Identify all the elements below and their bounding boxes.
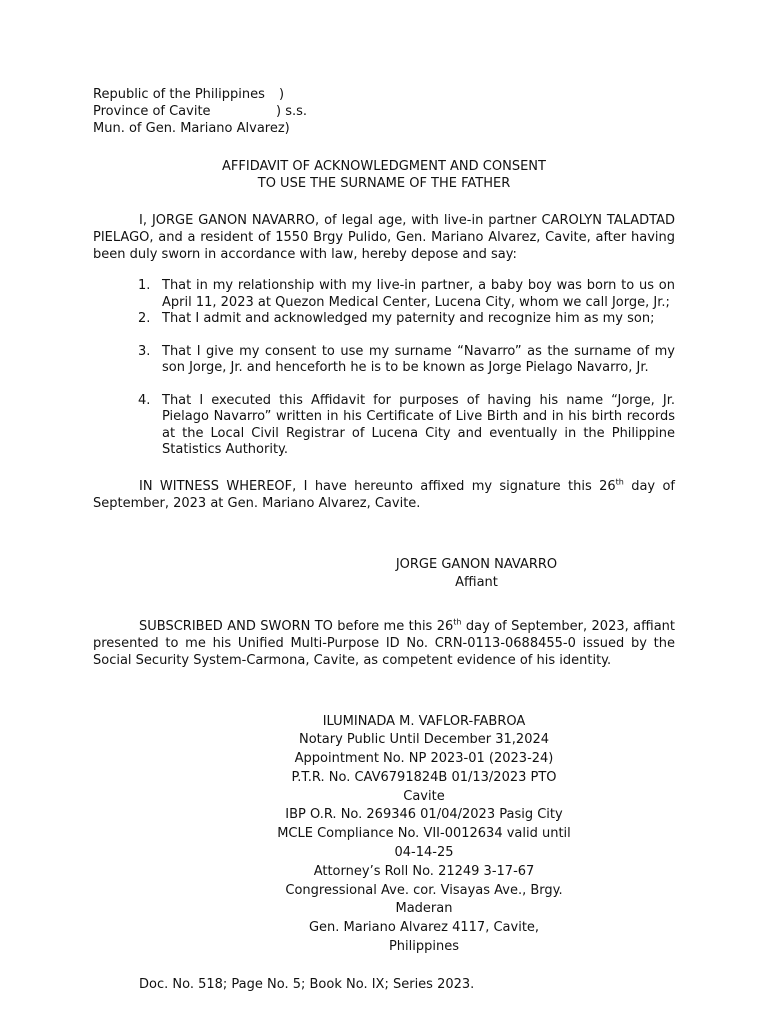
- notary-address-1: Congressional Ave. cor. Visayas Ave., Brgy. Maderan: [285, 882, 563, 917]
- list-item: [138, 311, 675, 328]
- notary-block: [277, 713, 571, 957]
- notary-commission: Notary Public Until December 31,2024: [298, 732, 550, 748]
- witness-ordinal: th: [615, 477, 624, 487]
- venue-line: [93, 103, 675, 120]
- list-text: That I executed this Affidavit for purposes of having his name “Jorge, Jr. Pielago Navarro” written in his Certificate of Live Birth and in his birth records at the Local Civil Registrar of Lucena City and eventually in the Philippine Statistics Authority.: [162, 392, 675, 457]
- venue-line: [93, 120, 675, 137]
- notary-appointment: Appointment No. NP 2023-01 (2023-24): [294, 751, 554, 767]
- intro-paragraph: I, JORGE GANON NAVARRO, of legal age, with live-in partner CAROLYN TALADTAD PIELAGO, and a resident of 1550 Brgy Pulido, Gen. Mariano Alvarez, Cavite, after having been duly sworn in accordance with law, hereby depose and say:: [93, 213, 675, 262]
- witness-text: IN WITNESS WHEREOF, I have hereunto affixed my signature this 26: [139, 478, 616, 494]
- list-text: That I give my consent to use my surname “Navarro” as the surname of my son Jorge, Jr. and henceforth he is to be known as Jorge Pielago Navarro, Jr.: [162, 343, 675, 375]
- venue-country: Republic of the Philippines: [93, 87, 265, 102]
- list-text: That I admit and acknowledged my paternity and recognize him as my son;: [162, 311, 655, 326]
- notary-address-2: Gen. Mariano Alvarez 4117, Cavite, Philippines: [308, 920, 540, 955]
- witness-paragraph: [93, 478, 675, 512]
- venue-province: Province of Cavite: [93, 104, 211, 119]
- list-number: 4.: [138, 392, 151, 408]
- list-item: [138, 392, 675, 459]
- venue-line: [93, 86, 675, 103]
- witness-text-end: day of September, 2023 at Gen. Mariano Alvarez, Cavite.: [93, 478, 675, 511]
- list-text: That in my relationship with my live-in partner, a baby boy was born to us on April 11, 2023 at Quezon Medical Center, Lucena City, whom we call Jorge, Jr.;: [162, 278, 675, 310]
- venue-municipality: Mun. of Gen. Mariano Alvarez): [93, 121, 290, 136]
- notary-roll: Attorney’s Roll No. 21249 3-17-67: [313, 863, 535, 879]
- notary-ibp: IBP O.R. No. 269346 01/04/2023 Pasig City: [285, 807, 563, 823]
- affiant-signature-block: [333, 556, 620, 592]
- venue-paren: ): [279, 87, 285, 102]
- list-number: 3.: [138, 343, 151, 359]
- notary-ptr: P.T.R. No. CAV6791824B 01/13/2023 PTO Cavite: [291, 769, 557, 804]
- venue-ss: ) s.s.: [276, 104, 308, 119]
- doc-reference: Doc. No. 518; Page No. 5; Book No. IX; Series 2023.: [139, 976, 475, 992]
- title-line-1: AFFIDAVIT OF ACKNOWLEDGMENT AND CONSENT: [222, 159, 546, 174]
- list-number: 2.: [138, 311, 151, 326]
- affiant-role: Affiant: [455, 574, 498, 590]
- jurat-text-end: day of September, 2023, affiant presented to me his Unified Multi-Purpose ID No. CRN-0113-0688455-0 issued by the Social Security System-Carmona, Cavite, as competent evidence of his identity.: [93, 618, 675, 668]
- document-title: [93, 158, 675, 192]
- affiant-name: JORGE GANON NAVARRO: [395, 556, 558, 572]
- list-item: [138, 278, 675, 311]
- title-line-2: TO USE THE SURNAME OF THE FATHER: [257, 176, 511, 191]
- list-number: 1.: [138, 278, 151, 293]
- affidavit-document: [93, 86, 675, 993]
- jurat-ordinal: th: [453, 617, 462, 627]
- list-item: [138, 343, 675, 377]
- jurat-text: SUBSCRIBED AND SWORN TO before me this 26: [139, 618, 454, 634]
- notary-mcle: MCLE Compliance No. VII-0012634 valid until 04-14-25: [277, 826, 571, 861]
- venue-block: [93, 86, 675, 137]
- notary-name: ILUMINADA M. VAFLOR-FABROA: [322, 713, 526, 729]
- statement-list: [93, 278, 675, 459]
- jurat-paragraph: [93, 618, 675, 669]
